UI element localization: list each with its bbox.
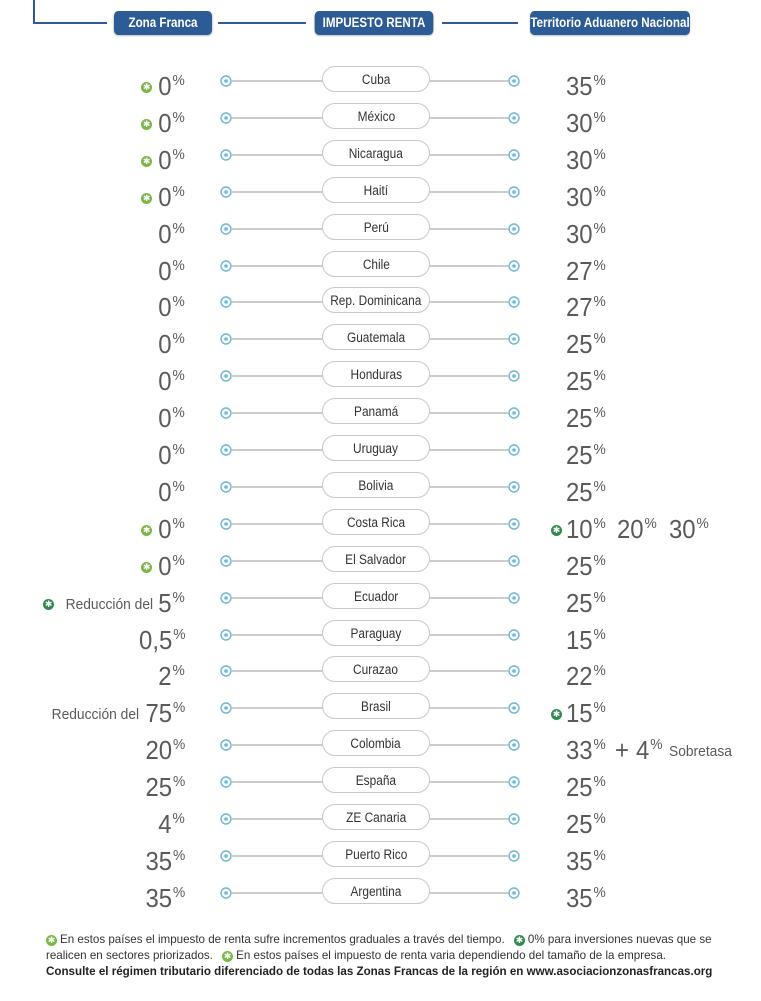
percent-sign: % [172,441,185,458]
percent-sign: % [650,736,663,754]
percent-sign: % [172,736,185,754]
territorio-value [566,320,609,360]
territorio-value [566,763,609,803]
light-star-icon: ✱ [142,561,151,572]
percent-sign: % [172,551,185,569]
percent-sign: % [172,256,185,274]
node-dot-icon [512,227,516,231]
table-row [0,468,761,505]
percent-sign: % [172,514,185,532]
territorio-rate-number: 25 [566,476,593,507]
percent-sign: % [593,588,606,606]
percent-sign: % [593,256,606,274]
node-dot-icon [224,485,228,489]
zona-franca-rate-number: 0 [158,255,172,286]
surcharge-label: Sobretasa [669,743,733,761]
node-dot-icon [224,79,228,83]
light-star-icon: ✱ [142,192,151,203]
node-dot-icon [224,190,228,194]
percent-sign: % [172,182,185,200]
country-name: Argentina [350,883,402,899]
table-row [0,357,761,397]
country-name: ZE Canaria [345,810,407,825]
territorio-extra-rate-number: 20 [617,513,644,544]
percent-sign: % [172,588,185,606]
footer-note-1: En estos países el impuesto de renta sufre incrementos graduales a través del tiempo. [60,933,505,946]
territorio-rate-number: 27 [566,255,593,286]
percent-sign: % [593,182,606,200]
country-label [322,693,430,719]
node-dot-icon [224,301,228,305]
frame-left-line [33,0,35,24]
country-label [322,435,430,461]
table-row [0,874,761,911]
percent-sign: % [172,145,185,163]
zona-franca-value [141,173,185,210]
percent-sign: % [172,846,185,864]
node-dot-icon [512,264,516,268]
percent-sign: % [593,625,606,643]
country-label [322,878,430,904]
territorio-value [566,468,609,505]
node-dot-icon [512,190,516,194]
percent-sign: % [644,514,658,532]
table-row [0,283,761,323]
territorio-value [566,837,609,874]
node-dot-icon [224,596,228,600]
percent-sign: % [172,404,185,422]
node-dot-icon [224,374,228,378]
footer-note-3: En estos países el impuesto de renta varia dependiendo del tamaño de la empresa. [236,949,667,962]
table-row [0,800,761,837]
node-dot-icon [512,633,516,637]
territorio-value [566,616,609,653]
territorio-value [566,579,609,616]
country-label [322,767,430,793]
percent-sign: % [172,367,185,385]
country-name: México [357,108,395,124]
percent-sign: % [593,736,606,754]
country-label [322,251,430,277]
percent-sign: % [593,773,606,791]
node-dot-icon [512,374,516,378]
node-dot-icon [224,670,228,674]
table-row [0,173,761,210]
territorio-rate-number: 33 [566,735,593,766]
percent-sign: % [593,330,606,348]
territorio-rate-number: 15 [566,698,593,729]
country-name: Brasil [361,699,391,715]
zona-franca-value [156,357,185,397]
country-name: Ecuador [353,588,399,604]
table-row [0,652,761,692]
country-label [322,546,430,572]
node-dot-icon [512,411,516,415]
node-dot-icon [512,301,516,305]
node-dot-icon [512,153,516,157]
node-dot-icon [512,706,516,710]
table-row [0,837,761,874]
frame-mid-connector-left [218,22,306,24]
country-name: Rep. Dominicana [330,293,422,309]
territorio-rate-number: 35 [566,71,593,101]
header-territorio-aduanero: Territorio Aduanero Nacional [530,11,690,35]
table-row [0,247,761,284]
country-label [322,620,430,646]
country-name: Nicaragua [348,145,404,161]
country-name: Haití [363,182,389,198]
percent-sign: % [172,72,185,89]
territorio-value [566,247,609,284]
country-label [322,398,430,424]
territorio-rate-number: 25 [566,440,593,470]
zona-franca-rate-number: 75 [145,698,172,729]
zona-franca-rate-number: 0 [158,440,172,470]
table-row [0,542,761,579]
territorio-value [566,652,609,692]
dark-star-icon: ✱ [552,709,561,720]
zona-franca-value [156,394,185,434]
zona-franca-rate-number: 0 [158,144,172,175]
territorio-value [566,357,609,397]
country-name: El Salvador [345,551,407,567]
territorio-value [552,689,609,729]
country-label [322,361,430,387]
table-row [0,320,761,360]
zona-franca-value [156,210,185,247]
node-dot-icon [224,227,228,231]
zona-franca-rate-number: 35 [145,845,172,876]
territorio-rate-number: 25 [566,329,593,360]
country-name: Bolivia [358,477,394,493]
zona-franca-rate-number: 0 [158,71,172,101]
zona-franca-value [141,542,185,579]
territorio-value [566,210,609,247]
percent-sign: % [593,404,606,422]
territorio-rate-number: 27 [566,292,593,323]
percent-sign: % [172,662,185,680]
frame-left-connector [33,22,107,24]
country-name: Guatemala [346,330,406,346]
percent-sign: % [172,883,185,901]
node-dot-icon [224,116,228,120]
country-name: Paraguay [350,625,402,641]
node-dot-icon [512,854,516,858]
country-label [322,509,430,535]
light-star-icon: ✱ [142,82,151,92]
zona-franca-rate-number: 35 [145,882,172,913]
country-label [322,472,430,498]
territorio-rate-number: 10 [566,513,593,544]
node-dot-icon [224,448,228,452]
zona-franca-value [142,726,185,766]
country-name: Perú [363,219,389,235]
node-dot-icon [224,264,228,268]
country-name: Colombia [350,736,402,752]
percent-sign: % [696,514,709,532]
territorio-rate-number: 15 [566,624,593,655]
zona-franca-value [156,320,185,360]
table-row [0,99,761,136]
table-row [0,616,761,653]
node-dot-icon [512,448,516,452]
zona-franca-value [156,247,185,284]
reduction-label: Reducción del [51,706,139,724]
country-label [322,287,430,313]
light-star-icon: ✱ [223,951,232,961]
zona-franca-rate-number: 0 [158,513,172,544]
node-dot-icon [224,706,228,710]
country-name: Puerto Rico [344,846,408,862]
node-dot-icon [224,743,228,747]
dark-star-icon: ✱ [515,935,524,945]
table-row [0,726,761,766]
country-label [322,103,430,129]
percent-sign: % [172,330,185,348]
table-row [0,689,761,729]
node-dot-icon [512,670,516,674]
zona-franca-value [156,468,185,505]
footer-website-note: Consulte el régimen tributario diferenciado de todas las Zonas Francas de la región en www.asociacionzonasfrancas.org [46,965,713,978]
percent-sign: % [172,699,185,717]
zona-franca-value [156,283,185,323]
territorio-rate-number: 25 [566,403,593,434]
percent-sign: % [593,367,606,385]
percent-sign: % [593,846,606,864]
country-label [322,730,430,756]
percent-sign: % [593,441,606,458]
percent-sign: % [593,219,606,237]
node-dot-icon [224,633,228,637]
zona-franca-rate-number: 0 [158,550,172,581]
plus-sign: + [615,735,630,766]
node-dot-icon [512,596,516,600]
territorio-rate-number: 30 [566,144,593,175]
percent-sign: % [593,72,606,89]
table-row [0,136,761,173]
node-dot-icon [224,411,228,415]
table-row [0,763,761,803]
percent-sign: % [593,551,606,569]
zona-franca-value [44,689,185,729]
territorio-value [566,99,609,136]
territorio-value [566,136,609,173]
light-star-icon: ✱ [142,524,151,535]
reduction-label: Reducción del [65,595,154,613]
percent-sign: % [593,145,606,163]
percent-sign: % [593,477,606,495]
header-zona-franca: Zona Franca [114,11,212,35]
node-dot-icon [512,79,516,83]
country-label [322,324,430,350]
country-name: Costa Rica [346,514,406,530]
node-dot-icon [224,337,228,341]
territorio-value [566,62,609,99]
zona-franca-rate-number: 0 [158,181,172,212]
node-dot-icon [512,116,516,120]
country-name: Curazao [353,662,399,678]
territorio-value [566,173,609,210]
country-label [322,66,430,92]
territorio-rate-number: 35 [566,845,593,876]
footer-line-1 [46,932,746,964]
zona-franca-value [141,505,185,542]
territorio-value [566,394,609,434]
percent-sign: % [593,293,606,311]
zona-franca-rate-number: 0 [158,292,172,323]
node-dot-icon [224,891,228,895]
territorio-value [566,874,609,911]
zona-franca-value [142,837,185,874]
percent-sign: % [172,108,185,126]
footer-note-2: 0% para inversiones nuevas que se realicen en sectores priorizados. [46,933,712,962]
dark-star-icon: ✱ [552,524,561,535]
light-star-icon: ✱ [142,155,151,166]
node-dot-icon [512,485,516,489]
percent-sign: % [172,773,185,791]
zona-franca-value [141,99,185,136]
country-name: Panamá [353,404,399,420]
territorio-rate-number: 25 [566,809,593,839]
zona-franca-value [142,763,185,803]
table-row [0,394,761,434]
node-dot-icon [224,559,228,563]
node-dot-icon [512,337,516,341]
territorio-rate-number: 22 [566,661,593,692]
percent-sign: % [593,810,606,827]
node-dot-icon [512,780,516,784]
node-dot-icon [512,817,516,821]
country-label [322,804,430,830]
zona-franca-rate-number: 4 [158,809,172,839]
percent-sign: % [593,108,606,126]
zona-franca-value [142,874,185,911]
node-dot-icon [224,854,228,858]
frame-mid-connector-right [442,22,518,24]
node-dot-icon [224,522,228,526]
zona-franca-value [156,652,185,692]
node-dot-icon [512,522,516,526]
territorio-value [566,283,609,323]
node-dot-icon [224,780,228,784]
node-dot-icon [224,153,228,157]
zona-franca-rate-number: 5 [158,587,172,618]
zona-franca-value [43,579,185,616]
territorio-value [566,542,609,579]
percent-sign: % [593,514,606,532]
zona-franca-rate-number: 20 [145,735,172,766]
table-row [0,431,761,468]
territorio-value [552,505,712,544]
table-row [0,62,761,99]
territorio-rate-number: 30 [566,218,593,249]
territorio-value [566,431,609,468]
country-label [322,841,430,867]
zona-franca-rate-number: 0 [158,329,172,360]
country-name: Cuba [361,72,391,87]
node-dot-icon [512,743,516,747]
zona-franca-rate-number: 2 [158,661,172,692]
percent-sign: % [593,699,606,717]
territorio-extra-rate-number: 30 [668,513,696,544]
territorio-rate-number: 25 [566,366,593,397]
territorio-rate-number: 35 [566,882,593,913]
territorio-rate-number: 25 [566,772,593,803]
country-name: Uruguay [353,441,399,456]
zona-franca-rate-number: 25 [145,772,172,803]
territorio-rate [566,874,606,917]
zona-franca-rate-number: 0,5 [138,624,172,655]
zona-franca-rate-number: 0 [158,476,172,507]
percent-sign: % [172,219,185,237]
zona-franca-value [141,62,185,99]
territorio-value [566,800,609,837]
country-name: Chile [362,256,390,272]
table-row [0,579,761,616]
country-label [322,177,430,203]
percent-sign: % [172,625,185,643]
percent-sign: % [172,477,185,495]
zona-franca-rate [145,874,185,917]
country-name: España [355,773,397,789]
percent-sign: % [593,662,606,680]
header-impuesto-renta: IMPUESTO RENTA [315,11,434,35]
zona-franca-rate-number: 0 [158,366,172,397]
light-star-icon: ✱ [142,118,151,129]
node-dot-icon [512,559,516,563]
node-dot-icon [512,891,516,895]
territorio-rate-number: 25 [566,550,593,581]
zona-franca-value [156,800,185,837]
zona-franca-rate-number: 0 [158,218,172,249]
percent-sign: % [593,883,606,901]
territorio-rate-number: 25 [566,587,593,618]
light-star-icon: ✱ [47,935,56,945]
footer-notes [46,932,746,980]
table-row [0,505,761,542]
percent-sign: % [172,810,185,827]
zona-franca-rate-number: 0 [158,107,172,138]
zona-franca-value [156,431,185,468]
country-label [322,140,430,166]
percent-sign: % [172,293,185,311]
table-row [0,210,761,247]
dark-star-icon: ✱ [44,598,53,609]
node-dot-icon [224,817,228,821]
zona-franca-value [141,136,185,173]
territorio-rate-number: 30 [566,181,593,212]
country-label [322,583,430,609]
zona-franca-rate-number: 0 [158,403,172,434]
zona-franca-value [135,616,186,653]
country-label [322,214,430,240]
country-name: Honduras [350,367,402,383]
country-label [322,656,430,682]
territorio-value [566,726,741,766]
surcharge-rate-number: 4 [636,735,650,766]
territorio-rate-number: 30 [566,107,593,138]
